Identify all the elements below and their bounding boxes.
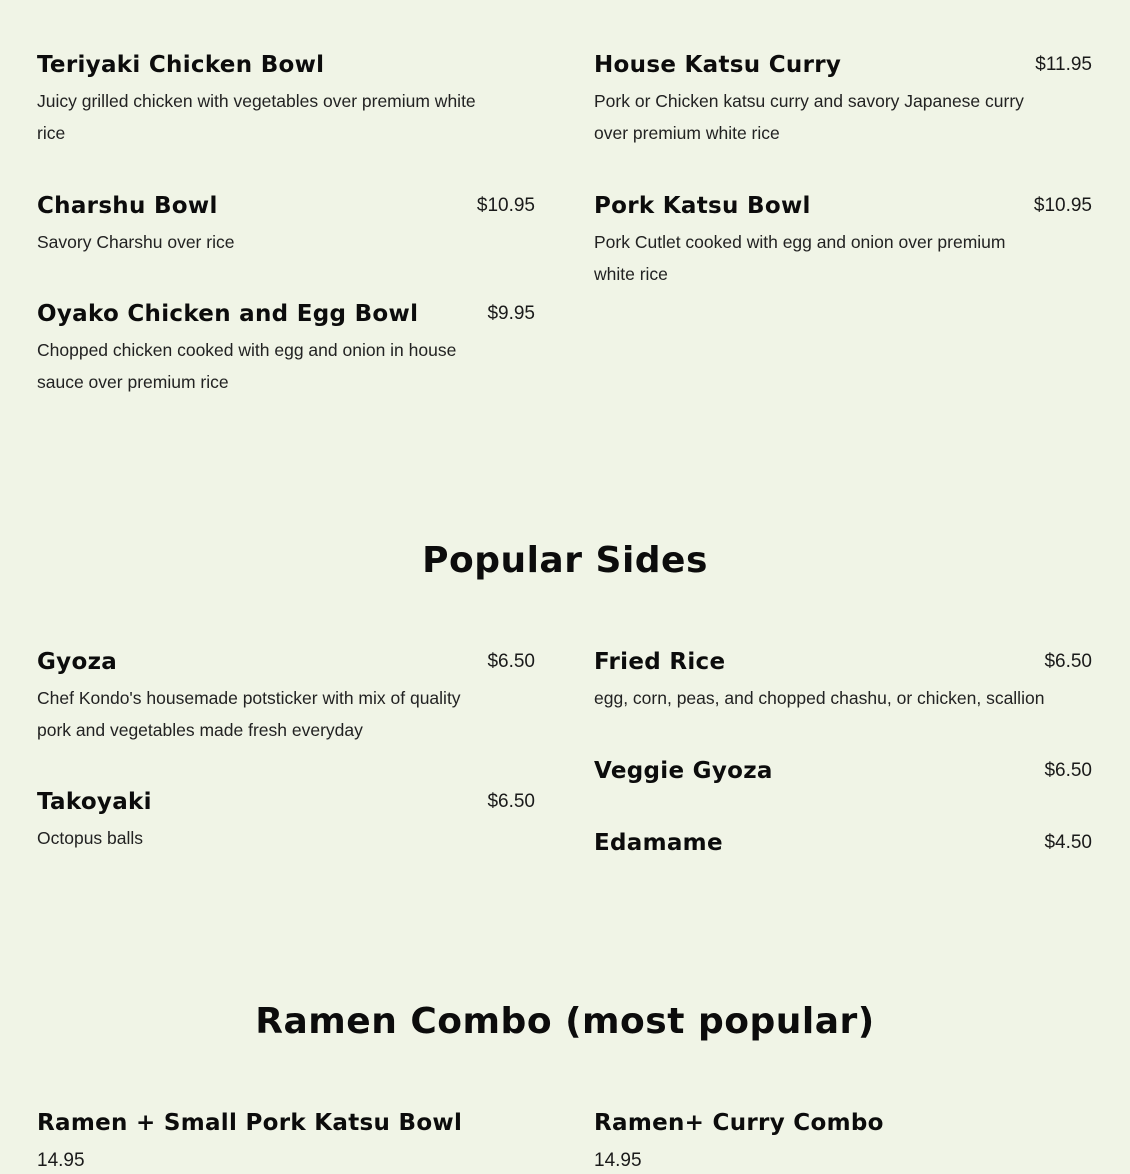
item-description: Chef Kondo's housemade potsticker with mix of quality pork and vegetables made fresh everyday	[37, 688, 461, 740]
item-name: Takoyaki	[37, 789, 152, 815]
item-price: 14.95	[37, 1150, 85, 1171]
item-name: Gyoza	[37, 649, 118, 675]
item-description: Chopped chicken cooked with egg and onion in house sauce over premium rice	[37, 340, 457, 392]
item-description: Juicy grilled chicken with vegetables over premium white rice	[37, 91, 476, 143]
item-price: $6.50	[487, 651, 535, 672]
item-price: $9.95	[487, 303, 535, 324]
item-description: Pork or Chicken katsu curry and savory Japanese curry over premium white rice	[594, 91, 1024, 143]
item-price: $10.95	[1033, 195, 1092, 216]
item-name: Edamame	[594, 830, 723, 856]
item-name: Veggie Gyoza	[594, 758, 773, 784]
item-price: 14.95	[594, 1150, 642, 1171]
item-description: Octopus balls	[37, 828, 144, 848]
item-description: Pork Cutlet cooked with egg and onion over premium white rice	[594, 232, 1006, 284]
item-price: $6.50	[487, 791, 535, 812]
item-description: Savory Charshu over rice	[37, 232, 235, 252]
item-description: egg, corn, peas, and chopped chashu, or chicken, scallion	[594, 688, 1045, 708]
item-name: Charshu Bowl	[37, 193, 218, 219]
item-price: $4.50	[1044, 832, 1092, 853]
item-name: House Katsu Curry	[594, 52, 842, 78]
item-name: Oyako Chicken and Egg Bowl	[37, 301, 419, 327]
item-price: $6.50	[1044, 760, 1092, 781]
section-title-ramen-combo: Ramen Combo (most popular)	[255, 1001, 875, 1042]
item-price: $10.95	[476, 195, 535, 216]
item-price: $11.95	[1035, 54, 1092, 75]
item-name: Teriyaki Chicken Bowl	[37, 52, 325, 78]
item-name: Fried Rice	[594, 649, 726, 675]
item-price: $6.50	[1044, 651, 1092, 672]
section-title-popular-sides: Popular Sides	[422, 540, 708, 581]
item-name: Ramen + Small Pork Katsu Bowl	[37, 1110, 463, 1136]
item-name: Pork Katsu Bowl	[594, 193, 811, 219]
item-name: Ramen+ Curry Combo	[594, 1110, 884, 1136]
